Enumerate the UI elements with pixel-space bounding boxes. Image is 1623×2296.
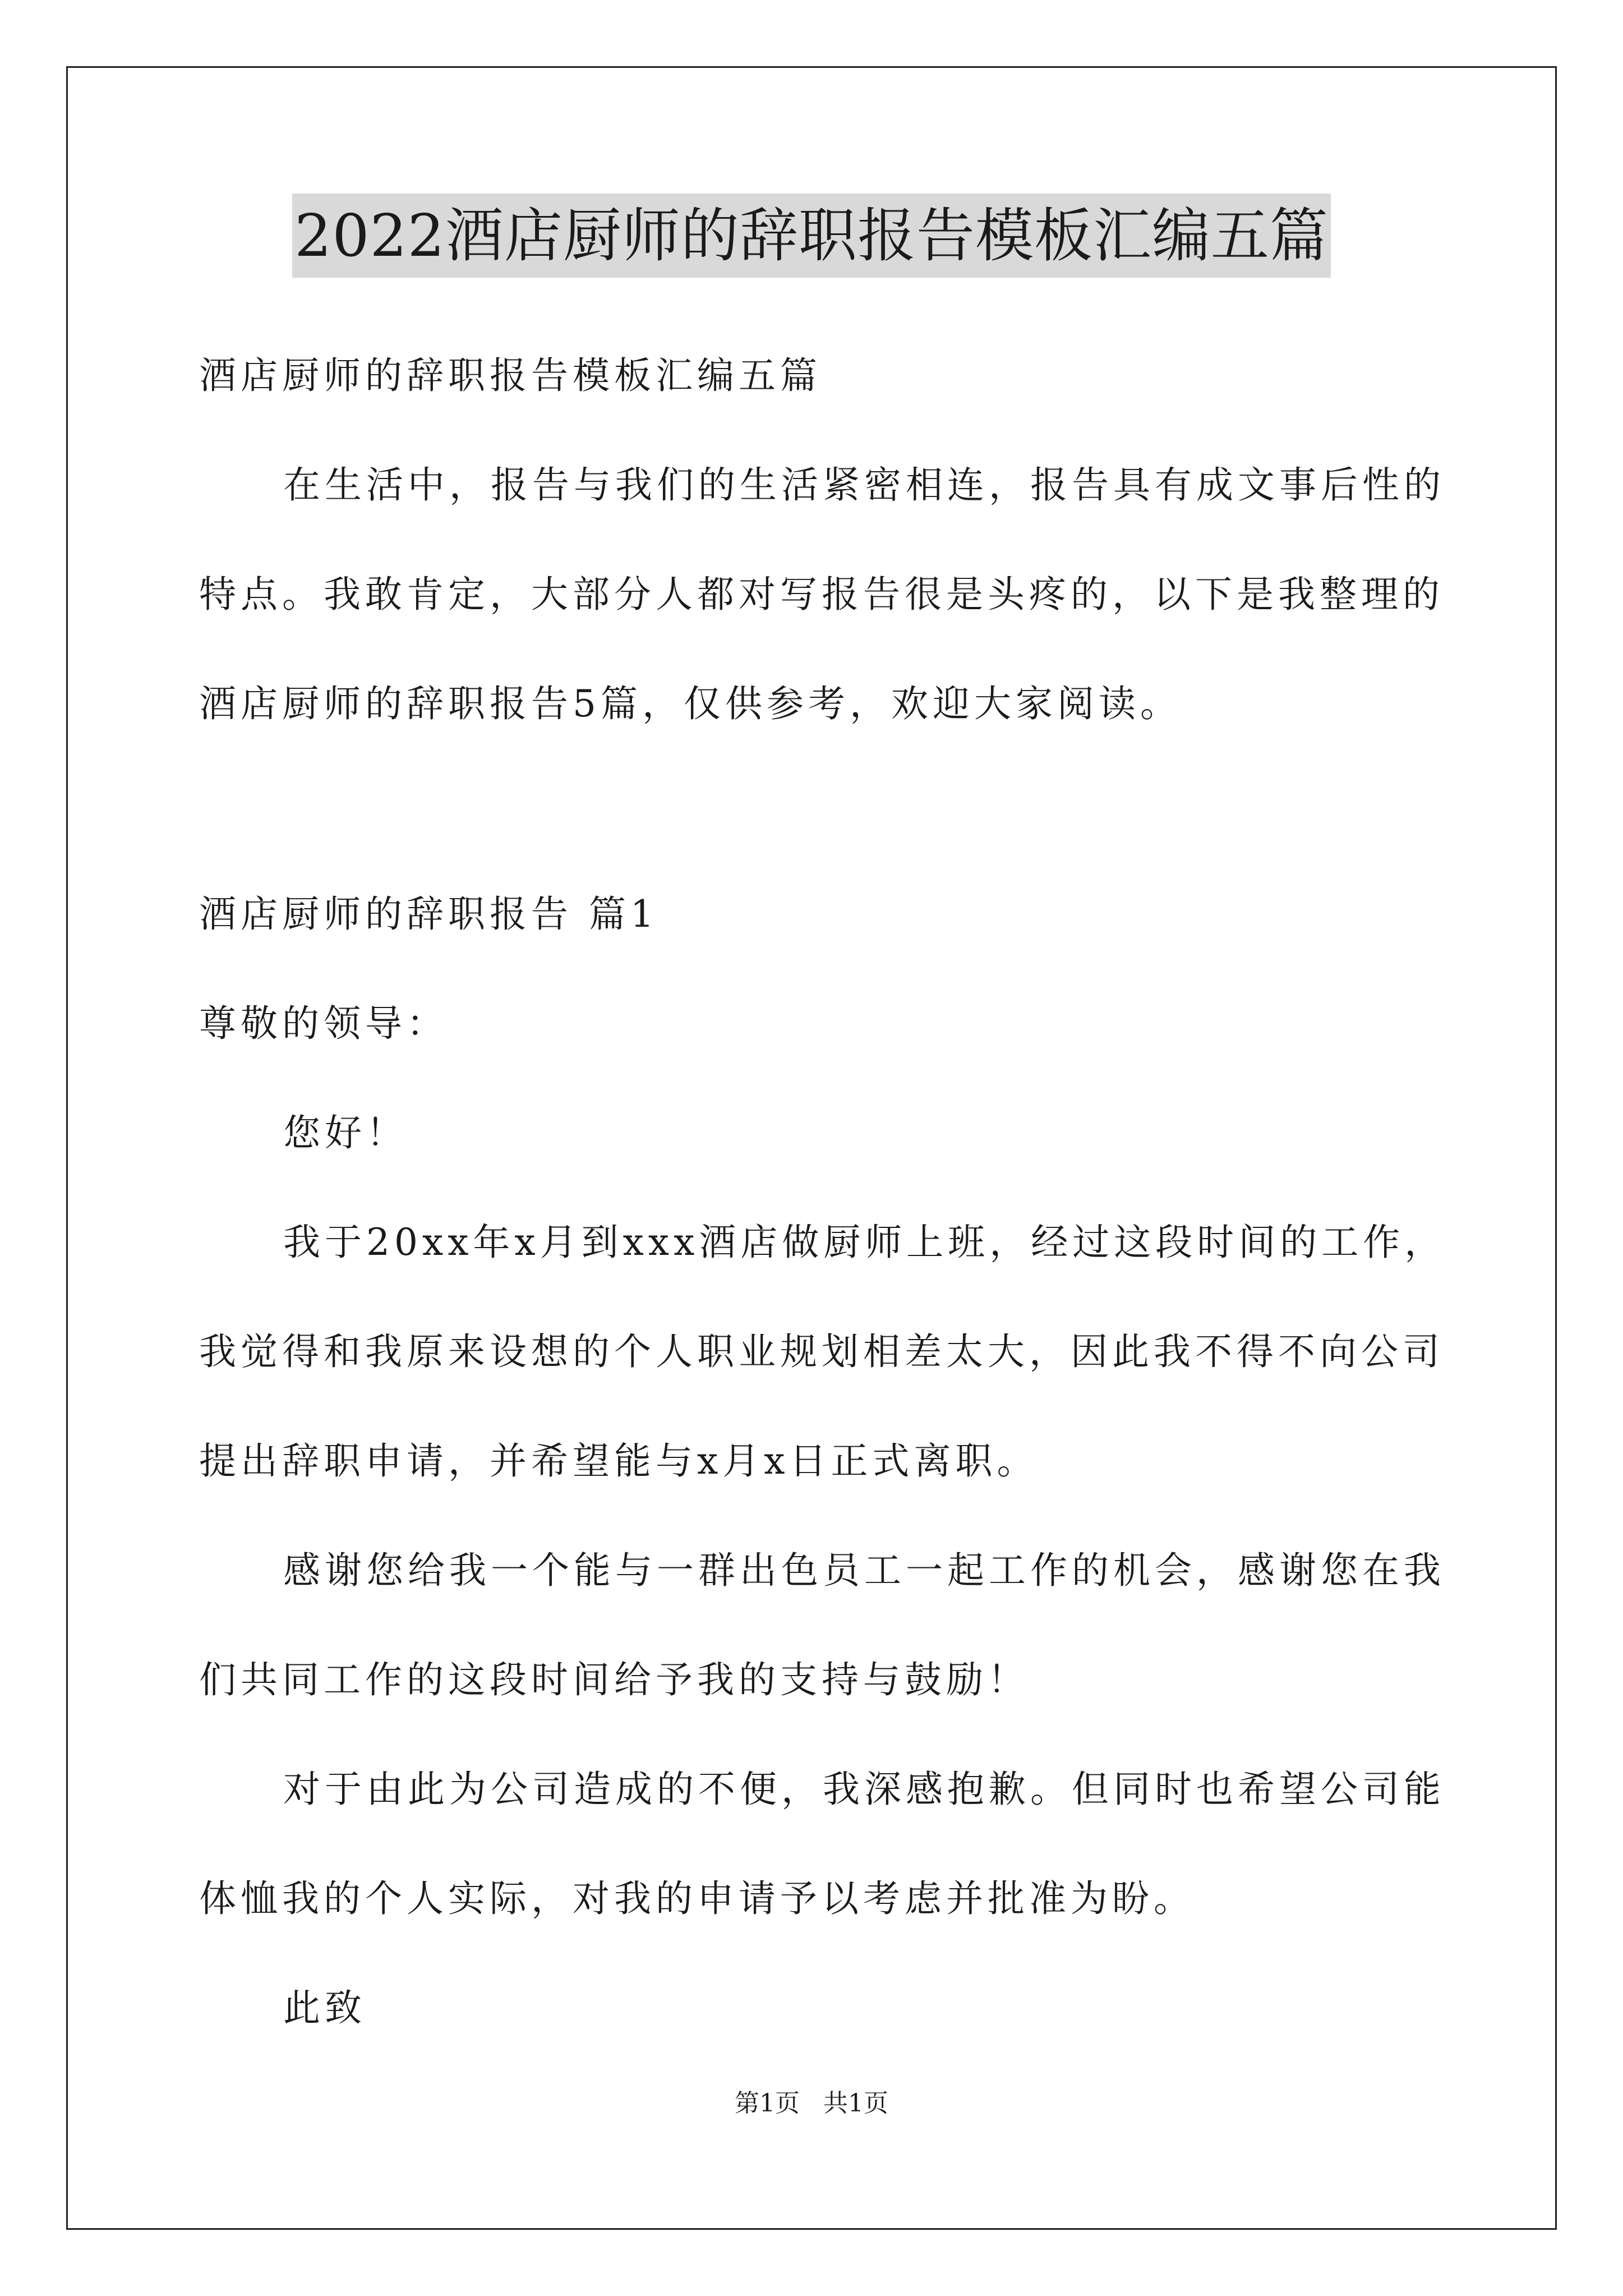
section-heading: 酒店厨师的辞职报告 篇1 <box>199 892 658 936</box>
paragraph1-line-3: 提出辞职申请，并希望能与x月x日正式离职。 <box>199 1439 1039 1483</box>
intro-line-2: 特点。我敢肯定，大部分人都对写报告很是头疼的，以下是我整理的 <box>199 573 1444 616</box>
intro-line-1: 在生活中，报告与我们的生活紧密相连，报告具有成文事后性的 <box>283 463 1445 507</box>
title-container <box>0 194 1623 278</box>
document-title: 2022酒店厨师的辞职报告模板汇编五篇 <box>292 194 1331 278</box>
page-footer: 第1页 共1页 <box>735 2089 888 2118</box>
salutation: 尊敬的领导： <box>199 1002 448 1045</box>
paragraph1-line-1: 我于20xx年x月到xxx酒店做厨师上班，经过这段时间的工作， <box>283 1221 1446 1264</box>
greeting: 您好！ <box>283 1111 408 1154</box>
paragraph1-line-2: 我觉得和我原来设想的个人职业规划相差太大，因此我不得不向公司 <box>199 1330 1444 1373</box>
paragraph2-line-1: 感谢您给我一个能与一群出色员工一起工作的机会，感谢您在我 <box>283 1549 1445 1592</box>
intro-line-3: 酒店厨师的辞职报告5篇，仅供参考，欢迎大家阅读。 <box>199 682 1182 725</box>
paragraph2-line-2: 们共同工作的这段时间给予我的支持与鼓励！ <box>199 1658 1029 1701</box>
paragraph3-line-2: 体恤我的个人实际，对我的申请予以考虑并批准为盼。 <box>199 1877 1195 1920</box>
paragraph3-line-1: 对于由此为公司造成的不便，我深感抱歉。但同时也希望公司能 <box>283 1768 1445 1811</box>
closing: 此致 <box>283 1986 366 2030</box>
document-subtitle: 酒店厨师的辞职报告模板汇编五篇 <box>199 354 822 397</box>
